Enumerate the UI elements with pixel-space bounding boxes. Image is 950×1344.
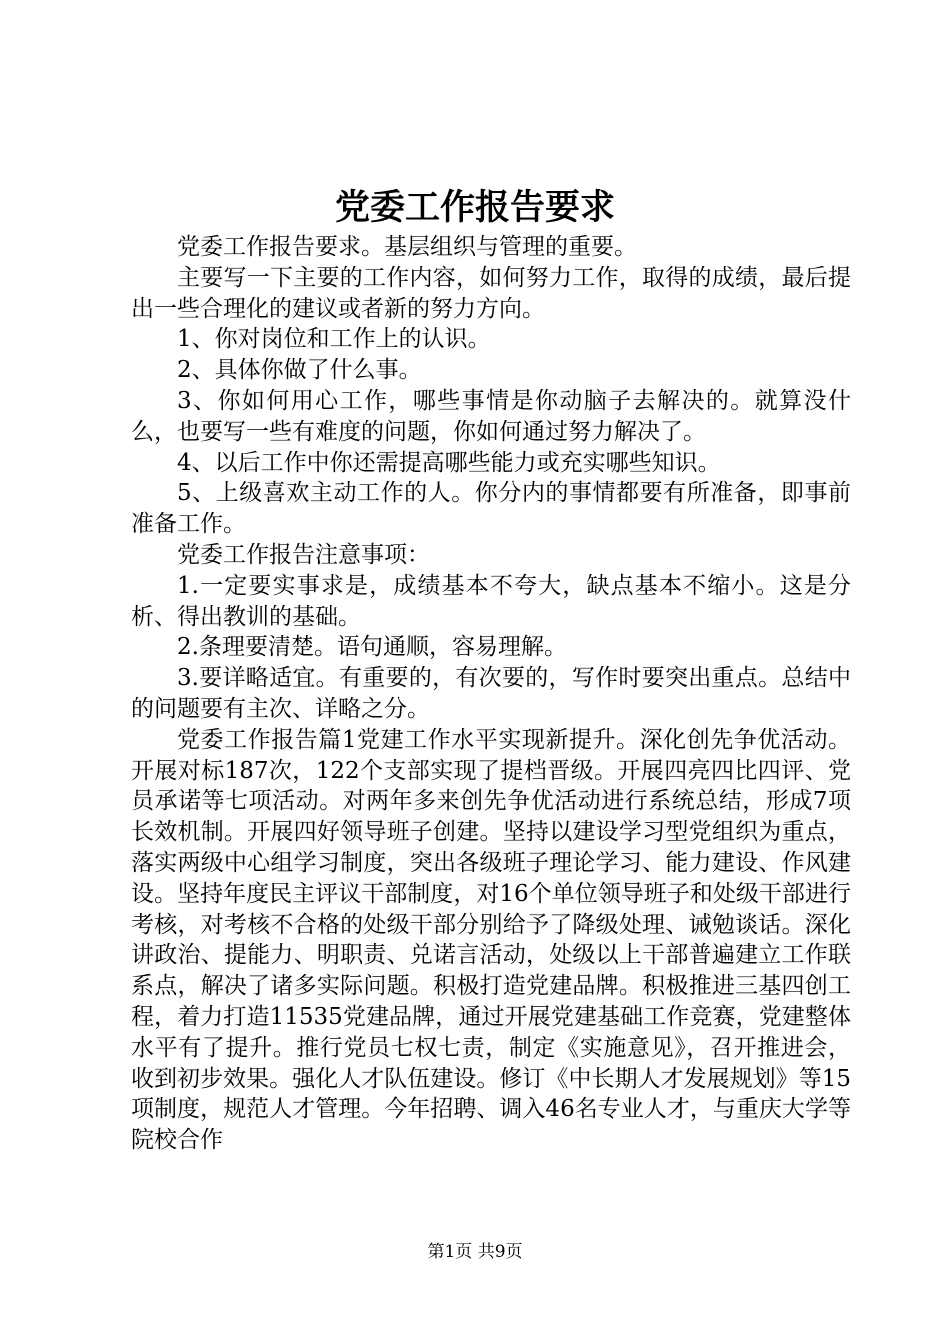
list-item: 4、以后工作中你还需提高哪些能力或充实哪些知识。 [177, 449, 721, 476]
list-item: 5、上级喜欢主动工作的人。你分内的事情都要有所准备，即事前准备工作。 [131, 480, 851, 538]
document-body [131, 232, 851, 1156]
list-item: 3、你如何用心工作，哪些事情是你动脑子去解决的。就算没什么，也要写一些有难度的问题，你如何通过努力解决了。 [131, 387, 851, 445]
paragraph: 主要写一下主要的工作内容，如何努力工作，取得的成绩，最后提出一些合理化的建议或者新的努力方向。 [131, 264, 851, 322]
list-item: 2.条理要清楚。语句通顺，容易理解。 [177, 634, 567, 661]
section-heading: 党委工作报告注意事项： [177, 541, 430, 568]
page-title: 党委工作报告要求 [334, 187, 615, 228]
list-item: 1、你对岗位和工作上的认识。 [177, 326, 491, 353]
list-item: 3.要详略适宜。有重要的，有次要的，写作时要突出重点。总结中的问题要有主次、详略之分。 [131, 665, 851, 722]
paragraph: 党委工作报告要求。基层组织与管理的重要。 [177, 234, 637, 260]
page-footer: 第1页 共9页 [427, 1242, 523, 1262]
paragraph: 党委工作报告篇1党建工作水平实现新提升。深化创先争优活动。开展对标187次，122个支部实现了提档晋级。开展四亮四比四评、党员承诺等七项活动。对两年多来创先争优活动进行系统总结，形成7项长效机制。开展四好领导班子创建。坚持以建设学习型党组织为重点，落实两级中心组学习制度，突出各级班子理论学习、能力建设、作风建设。坚持年度民主评议干部制度，对16个单位领导班子和处级干部进行考核，对考核不合格的处级干部分别给予了降级处理、诫勉谈话。深化讲政治、提能力、明职责、兑诺言活动，处级以上干部普遍建立工作联系点，解决了诸多实际问题。积极打造党建品牌。积极推进三基四创工程，着力打造11535党建品牌，通过开展党建基础工作竞赛，党建整体水平有了提升。推行党员七权七责，制定《实施意见》，召开推进会，收到初步效果。强化人才队伍建设。修订《中长期人才发展规划》等15项制度，规范人才管理。今年招聘、调入46名专业人才，与重庆大学等院校合作 [131, 726, 851, 1154]
list-item: 2、具体你做了什么事。 [177, 357, 422, 384]
list-item: 1.一定要实事求是，成绩基本不夸大，缺点基本不缩小。这是分析、得出教训的基础。 [131, 572, 851, 630]
